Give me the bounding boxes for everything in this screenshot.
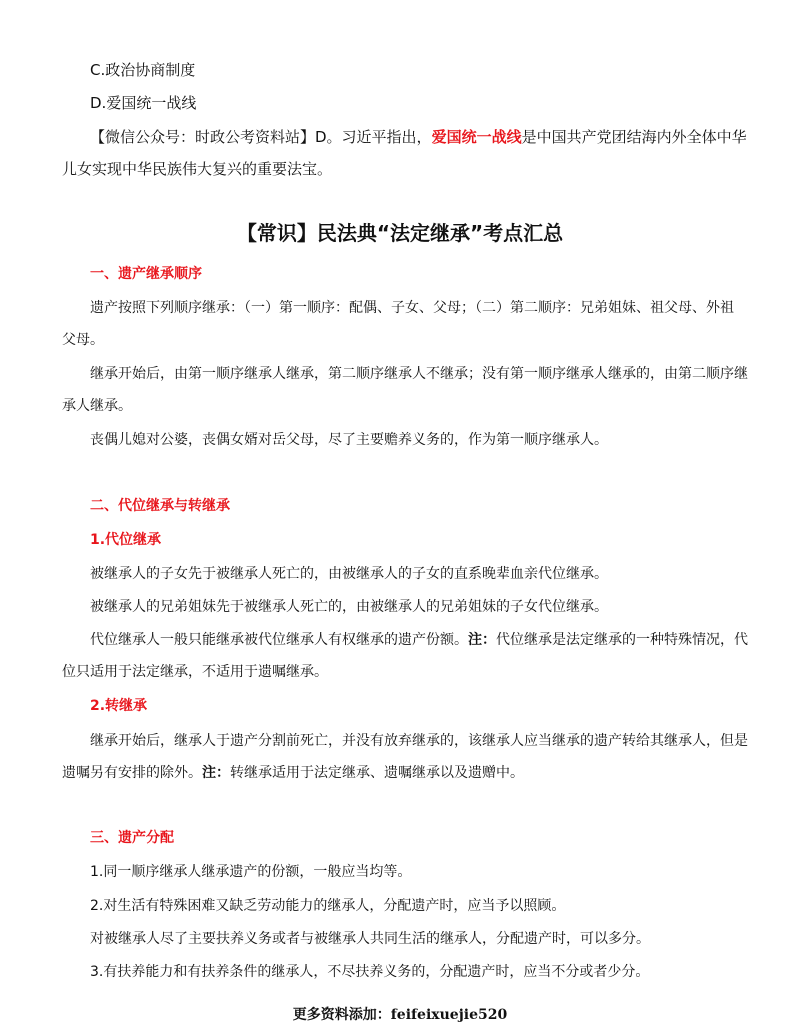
page-title: 【常识】民法典“法定继承”考点汇总 [236,221,564,245]
section-1-p1-line2: 父母。 [62,332,104,348]
section-1-p2-line1: 继承开始后，由第一顺序继承人继承，第二顺序继承人不继承；没有第一顺序继承人继承的，由第二顺序继 [90,366,748,382]
section-3-item1: 1.同一顺序继承人继承遗产的份额，一般应当均等。 [90,864,412,880]
note-label-2: 注： [202,765,230,781]
section-1-heading: 一、遗产继承顺序 [90,266,202,282]
section-3-item2b: 对被继承人尽了主要扶养义务或者与被继承人共同生活的继承人，分配遗产时，可以多分。 [90,931,650,947]
s1-p3-pre: 代位继承人一般只能继承被代位继承人有权继承的遗产份额。 [90,632,468,648]
answer-highlight: 爱国统一战线 [431,128,522,146]
section-1-p3: 丧偶儿媳对公婆，丧偶女婿对岳父母，尽了主要赡养义务的，作为第一顺序继承人。 [90,432,608,448]
answer-text-pre: 【微信公众号：时政公考资料站】D。习近平指出， [90,128,432,146]
section-2-s2-p1-line2 [62,763,524,783]
option-d: D.爱国统一战线 [90,94,197,112]
s2-p1-post: 转继承适用于法定继承、遗嘱继承以及遗赠中。 [230,765,524,781]
section-2-heading: 二、代位继承与转继承 [90,498,230,514]
footer-contact: 更多资料添加：feifeixuejie520 [292,1007,508,1023]
note-label: 注： [468,632,496,648]
section-3-item2: 2.对生活有特殊困难又缺乏劳动能力的继承人，分配遗产时，应当予以照顾。 [90,898,566,914]
section-1-p1-line1: 遗产按照下列顺序继承：（一）第一顺序：配偶、子女、父母；（二）第二顺序：兄弟姐妹、祖父母、外祖 [90,300,734,316]
section-2-s2-p1-line1: 继承开始后，继承人于遗产分割前死亡，并没有放弃继承的，该继承人应当继承的遗产转给其继承人，但是 [90,733,748,749]
section-2-s1-p1: 被继承人的子女先于被继承人死亡的，由被继承人的子女的直系晚辈血亲代位继承。 [90,566,608,582]
s2-p1-pre: 遗嘱另有安排的除外。 [62,765,202,781]
s1-p3-post: 代位继承是法定继承的一种特殊情况，代 [496,632,748,648]
section-2-s1-p2: 被继承人的兄弟姐妹先于被继承人死亡的，由被继承人的兄弟姐妹的子女代位继承。 [90,599,608,615]
section-2-s1-p3-line1 [90,630,748,650]
section-3-item3: 3.有扶养能力和有扶养条件的继承人，不尽扶养义务的，分配遗产时，应当不分或者少分。 [90,964,650,980]
section-2-sub1: 1.代位继承 [90,532,162,548]
answer-text-post: 是中国共产党团结海内外全体中华 [521,128,747,146]
option-c: C.政治协商制度 [90,61,196,79]
section-2-sub2: 2.转继承 [90,698,148,714]
section-3-heading: 三、遗产分配 [90,830,174,846]
section-1-p2-line2: 承人继承。 [62,398,132,414]
answer-line-1 [90,127,747,147]
answer-line-2: 儿女实现中华民族伟大复兴的重要法宝。 [62,160,333,178]
section-2-s1-p3-line2: 位只适用于法定继承，不适用于遗嘱继承。 [62,664,328,680]
